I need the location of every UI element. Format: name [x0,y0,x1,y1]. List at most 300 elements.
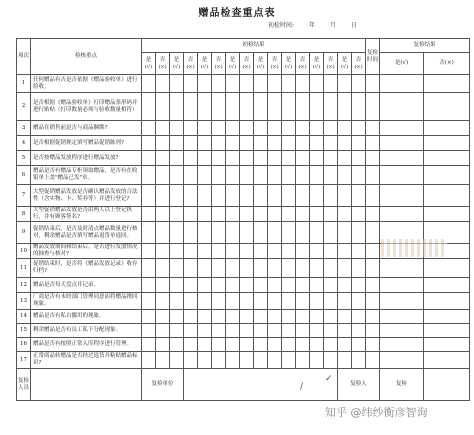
result-cell[interactable] [324,136,338,151]
result-cell[interactable] [142,136,156,151]
result-cell[interactable] [296,352,310,369]
result-cell[interactable] [254,222,268,244]
result-cell[interactable] [380,121,424,136]
result-cell[interactable] [198,93,212,121]
result-cell[interactable] [184,278,198,293]
result-cell[interactable] [310,185,324,207]
result-cell[interactable] [240,166,254,185]
result-cell[interactable] [324,278,338,293]
result-cell[interactable] [268,352,282,369]
result-cell[interactable] [352,338,366,352]
result-cell[interactable] [324,259,338,278]
result-cell[interactable] [142,293,156,310]
result-cell[interactable] [338,75,352,93]
result-cell[interactable] [240,185,254,207]
result-cell[interactable] [338,136,352,151]
result-cell[interactable] [184,222,198,244]
result-cell[interactable] [352,93,366,121]
result-cell[interactable] [424,166,470,185]
result-cell[interactable] [156,185,170,207]
result-cell[interactable] [240,121,254,136]
result-cell[interactable] [142,338,156,352]
result-cell[interactable] [156,352,170,369]
result-cell[interactable] [254,244,268,259]
result-cell[interactable] [212,244,226,259]
result-cell[interactable] [184,310,198,324]
result-cell[interactable] [380,324,424,338]
result-cell[interactable] [424,293,470,310]
result-cell[interactable] [282,151,296,166]
result-cell[interactable] [296,207,310,222]
result-cell[interactable] [296,293,310,310]
result-cell[interactable] [324,75,338,93]
result-cell[interactable] [226,93,240,121]
result-cell[interactable] [226,136,240,151]
result-cell[interactable] [198,222,212,244]
result-cell[interactable] [282,338,296,352]
result-cell[interactable] [254,352,268,369]
result-cell[interactable] [366,310,380,324]
result-cell[interactable] [338,121,352,136]
result-cell[interactable] [310,244,324,259]
result-cell[interactable] [282,166,296,185]
result-cell[interactable] [338,293,352,310]
result-cell[interactable] [296,259,310,278]
result-cell[interactable] [424,259,470,278]
result-cell[interactable] [324,244,338,259]
result-cell[interactable] [282,207,296,222]
result-cell[interactable] [310,259,324,278]
result-cell[interactable] [310,151,324,166]
result-cell[interactable] [142,93,156,121]
result-cell[interactable] [310,207,324,222]
result-cell[interactable] [310,310,324,324]
result-cell[interactable] [324,121,338,136]
result-cell[interactable] [338,185,352,207]
result-cell[interactable] [310,352,324,369]
result-cell[interactable] [198,244,212,259]
result-cell[interactable] [338,166,352,185]
result-cell[interactable] [212,136,226,151]
result-cell[interactable] [156,278,170,293]
result-cell[interactable] [240,259,254,278]
result-cell[interactable] [338,310,352,324]
result-cell[interactable] [282,75,296,93]
result-cell[interactable] [170,310,184,324]
result-cell[interactable] [268,75,282,93]
result-cell[interactable] [170,244,184,259]
result-cell[interactable] [212,338,226,352]
result-cell[interactable] [142,259,156,278]
result-cell[interactable] [240,93,254,121]
result-cell[interactable] [184,352,198,369]
result-cell[interactable] [282,293,296,310]
reviewer-name-cell[interactable] [31,369,142,401]
result-cell[interactable] [156,166,170,185]
result-cell[interactable] [170,75,184,93]
result-cell[interactable] [338,352,352,369]
result-cell[interactable] [352,151,366,166]
result-cell[interactable] [254,136,268,151]
result-cell[interactable] [282,278,296,293]
result-cell[interactable] [424,324,470,338]
result-cell[interactable] [338,324,352,338]
result-cell[interactable] [282,324,296,338]
result-cell[interactable] [240,293,254,310]
result-cell[interactable] [366,207,380,222]
result-cell[interactable] [366,278,380,293]
result-cell[interactable] [254,259,268,278]
result-cell[interactable] [268,185,282,207]
result-cell[interactable] [424,338,470,352]
result-cell[interactable] [184,93,198,121]
result-cell[interactable] [170,222,184,244]
result-cell[interactable] [380,75,424,93]
result-cell[interactable] [310,136,324,151]
result-cell[interactable] [366,244,380,259]
result-cell[interactable] [424,75,470,93]
result-cell[interactable] [424,93,470,121]
result-cell[interactable] [212,310,226,324]
result-cell[interactable] [240,75,254,93]
result-cell[interactable] [338,244,352,259]
result-cell[interactable] [310,93,324,121]
result-cell[interactable] [282,259,296,278]
result-cell[interactable] [324,207,338,222]
result-cell[interactable] [282,310,296,324]
result-cell[interactable] [366,293,380,310]
result-cell[interactable] [310,121,324,136]
result-cell[interactable] [184,207,198,222]
result-cell[interactable] [338,207,352,222]
result-cell[interactable] [226,310,240,324]
result-cell[interactable] [184,259,198,278]
result-cell[interactable] [156,259,170,278]
result-cell[interactable] [212,352,226,369]
result-cell[interactable] [198,166,212,185]
result-cell[interactable] [212,222,226,244]
result-cell[interactable] [254,278,268,293]
result-cell[interactable] [380,136,424,151]
result-cell[interactable] [170,93,184,121]
result-cell[interactable] [254,207,268,222]
result-cell[interactable] [184,121,198,136]
result-cell[interactable] [366,185,380,207]
result-cell[interactable] [198,136,212,151]
result-cell[interactable] [282,244,296,259]
result-cell[interactable] [282,352,296,369]
result-cell[interactable] [142,207,156,222]
result-cell[interactable] [240,207,254,222]
result-cell[interactable] [156,310,170,324]
result-cell[interactable] [310,166,324,185]
result-cell[interactable] [142,278,156,293]
result-cell[interactable] [240,222,254,244]
result-cell[interactable] [142,244,156,259]
result-cell[interactable] [338,93,352,121]
result-cell[interactable] [184,166,198,185]
result-cell[interactable] [324,310,338,324]
result-cell[interactable] [254,324,268,338]
result-cell[interactable] [156,121,170,136]
result-cell[interactable] [352,185,366,207]
result-cell[interactable] [366,166,380,185]
result-cell[interactable] [170,207,184,222]
result-cell[interactable] [324,338,338,352]
result-cell[interactable] [310,293,324,310]
result-cell[interactable] [366,352,380,369]
result-cell[interactable] [226,324,240,338]
result-cell[interactable] [254,293,268,310]
result-cell[interactable] [324,293,338,310]
result-cell[interactable] [170,352,184,369]
result-cell[interactable] [212,166,226,185]
result-cell[interactable] [254,121,268,136]
result-cell[interactable] [282,185,296,207]
result-cell[interactable] [366,259,380,278]
result-cell[interactable] [352,166,366,185]
result-cell[interactable] [282,222,296,244]
result-cell[interactable] [212,278,226,293]
result-cell[interactable] [352,293,366,310]
result-cell[interactable] [380,259,424,278]
result-cell[interactable] [198,293,212,310]
result-cell[interactable] [212,324,226,338]
result-cell[interactable] [198,259,212,278]
result-cell[interactable] [142,310,156,324]
result-cell[interactable] [226,293,240,310]
result-cell[interactable] [268,151,282,166]
result-cell[interactable] [380,151,424,166]
result-cell[interactable] [324,222,338,244]
result-cell[interactable] [198,207,212,222]
result-cell[interactable] [226,151,240,166]
result-cell[interactable] [366,324,380,338]
result-cell[interactable] [352,121,366,136]
result-cell[interactable] [424,151,470,166]
result-cell[interactable] [184,136,198,151]
result-cell[interactable] [324,324,338,338]
result-cell[interactable] [240,151,254,166]
result-cell[interactable] [352,259,366,278]
result-cell[interactable] [296,244,310,259]
result-cell[interactable] [296,278,310,293]
result-cell[interactable] [380,293,424,310]
result-cell[interactable] [254,166,268,185]
result-cell[interactable] [424,207,470,222]
result-cell[interactable] [184,75,198,93]
result-cell[interactable] [296,338,310,352]
result-cell[interactable] [240,338,254,352]
result-cell[interactable] [226,259,240,278]
result-cell[interactable] [142,166,156,185]
signature-cell[interactable] [424,369,470,401]
result-cell[interactable] [254,75,268,93]
result-cell[interactable] [268,293,282,310]
result-cell[interactable] [198,121,212,136]
result-cell[interactable] [352,222,366,244]
result-cell[interactable] [156,244,170,259]
result-cell[interactable] [212,185,226,207]
result-cell[interactable] [268,310,282,324]
result-cell[interactable] [240,244,254,259]
result-cell[interactable] [268,278,282,293]
result-cell[interactable] [170,166,184,185]
result-cell[interactable] [366,136,380,151]
result-cell[interactable] [212,93,226,121]
result-cell[interactable] [424,136,470,151]
result-cell[interactable] [296,310,310,324]
result-cell[interactable] [156,338,170,352]
result-cell[interactable] [142,185,156,207]
result-cell[interactable] [352,310,366,324]
result-cell[interactable] [338,338,352,352]
result-cell[interactable] [170,185,184,207]
result-cell[interactable] [352,278,366,293]
result-cell[interactable] [156,93,170,121]
result-cell[interactable] [142,121,156,136]
result-cell[interactable] [296,185,310,207]
result-cell[interactable] [226,352,240,369]
result-cell[interactable] [212,207,226,222]
result-cell[interactable] [352,136,366,151]
result-cell[interactable] [198,324,212,338]
result-cell[interactable] [352,352,366,369]
result-cell[interactable] [212,293,226,310]
result-cell[interactable] [310,278,324,293]
result-cell[interactable] [142,151,156,166]
result-cell[interactable] [366,222,380,244]
result-cell[interactable] [268,338,282,352]
result-cell[interactable] [170,151,184,166]
result-cell[interactable] [226,75,240,93]
result-cell[interactable] [198,75,212,93]
result-cell[interactable] [156,151,170,166]
result-cell[interactable] [296,121,310,136]
result-cell[interactable] [170,338,184,352]
result-cell[interactable] [156,324,170,338]
result-cell[interactable] [226,166,240,185]
result-cell[interactable] [424,121,470,136]
result-cell[interactable] [212,259,226,278]
result-cell[interactable] [268,259,282,278]
result-cell[interactable] [254,338,268,352]
result-cell[interactable] [226,185,240,207]
result-cell[interactable] [184,293,198,310]
result-cell[interactable] [156,222,170,244]
result-cell[interactable] [380,352,424,369]
result-cell[interactable] [352,75,366,93]
result-cell[interactable] [184,151,198,166]
result-cell[interactable] [268,136,282,151]
result-cell[interactable] [380,278,424,293]
result-cell[interactable] [268,222,282,244]
result-cell[interactable] [338,222,352,244]
result-cell[interactable] [226,278,240,293]
result-cell[interactable] [296,93,310,121]
result-cell[interactable] [380,185,424,207]
result-cell[interactable] [198,310,212,324]
result-cell[interactable] [240,136,254,151]
result-cell[interactable] [240,324,254,338]
result-cell[interactable] [296,75,310,93]
result-cell[interactable] [184,324,198,338]
result-cell[interactable] [366,121,380,136]
result-cell[interactable] [254,151,268,166]
result-cell[interactable] [198,338,212,352]
result-cell[interactable] [142,352,156,369]
result-cell[interactable] [198,352,212,369]
result-cell[interactable] [338,259,352,278]
result-cell[interactable] [254,310,268,324]
result-cell[interactable] [310,324,324,338]
result-cell[interactable] [380,166,424,185]
result-cell[interactable] [282,93,296,121]
result-cell[interactable] [240,352,254,369]
result-cell[interactable] [254,185,268,207]
result-cell[interactable] [226,338,240,352]
result-cell[interactable] [310,338,324,352]
result-cell[interactable] [198,278,212,293]
result-cell[interactable] [352,207,366,222]
result-cell[interactable] [424,352,470,369]
result-cell[interactable] [366,338,380,352]
result-cell[interactable] [212,151,226,166]
result-cell[interactable] [380,338,424,352]
result-cell[interactable] [296,324,310,338]
result-cell[interactable] [310,222,324,244]
result-cell[interactable] [142,222,156,244]
result-cell[interactable] [254,93,268,121]
result-cell[interactable] [170,324,184,338]
result-cell[interactable] [380,310,424,324]
result-cell[interactable] [170,278,184,293]
result-cell[interactable] [338,151,352,166]
result-cell[interactable] [380,207,424,222]
result-cell[interactable] [184,185,198,207]
result-cell[interactable] [268,324,282,338]
result-cell[interactable] [226,244,240,259]
result-cell[interactable] [324,352,338,369]
result-cell[interactable] [156,207,170,222]
result-cell[interactable] [324,185,338,207]
result-cell[interactable] [184,244,198,259]
result-cell[interactable] [424,185,470,207]
result-cell[interactable] [296,222,310,244]
result-cell[interactable] [268,93,282,121]
result-cell[interactable] [212,75,226,93]
result-cell[interactable] [170,136,184,151]
result-cell[interactable] [198,185,212,207]
result-cell[interactable] [198,151,212,166]
result-cell[interactable] [226,222,240,244]
result-cell[interactable] [324,151,338,166]
result-cell[interactable] [212,121,226,136]
result-cell[interactable] [324,166,338,185]
result-cell[interactable] [296,166,310,185]
result-cell[interactable] [240,278,254,293]
result-cell[interactable] [424,310,470,324]
result-cell[interactable] [142,75,156,93]
result-cell[interactable] [352,324,366,338]
result-cell[interactable] [156,293,170,310]
result-cell[interactable] [156,136,170,151]
result-cell[interactable] [268,166,282,185]
result-cell[interactable] [380,93,424,121]
result-cell[interactable] [282,121,296,136]
result-cell[interactable] [170,293,184,310]
result-cell[interactable] [366,93,380,121]
